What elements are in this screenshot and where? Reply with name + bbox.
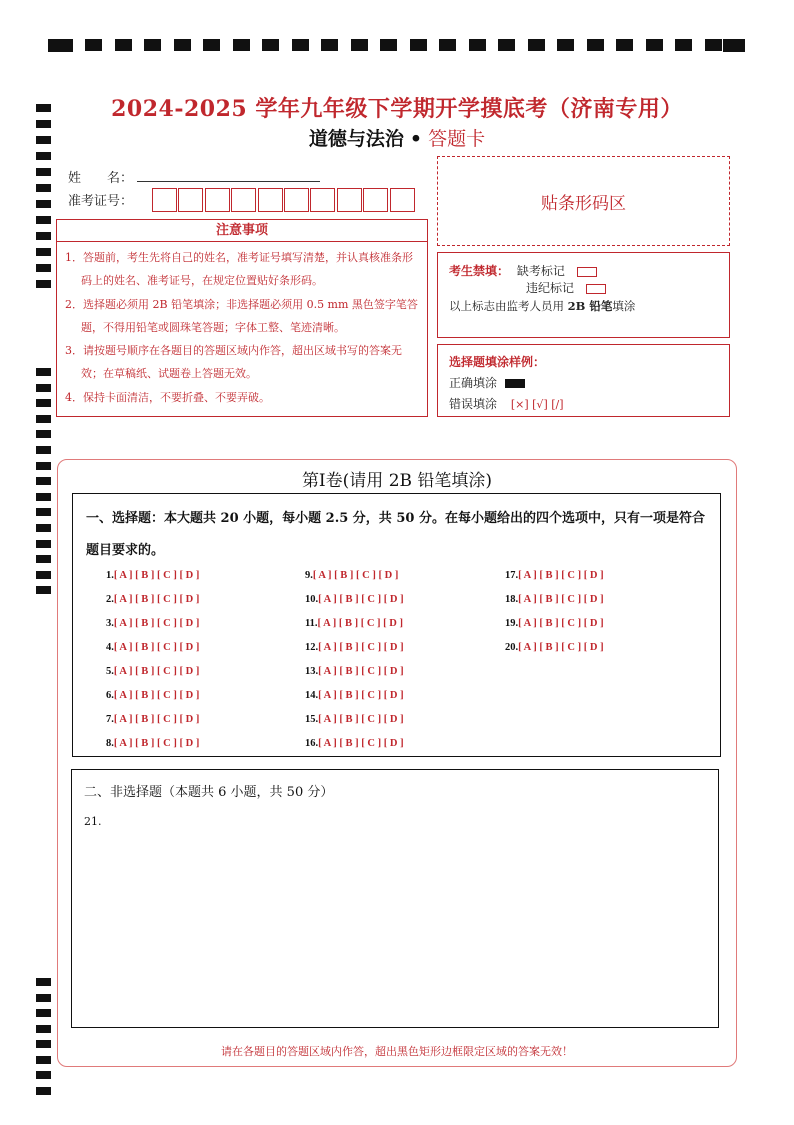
violation-label: 违纪标记 bbox=[526, 281, 575, 295]
timing-mark bbox=[351, 39, 368, 51]
timing-mark bbox=[85, 39, 102, 51]
fill-sample-title: 选择题填涂样例： bbox=[449, 355, 546, 369]
page-title: 2024-2025 学年九年级下学期开学摸底考（济南专用） bbox=[111, 96, 683, 122]
timing-mark bbox=[616, 39, 633, 51]
question-row[interactable]: 1.[ A ] [ B ] [ C ] [ D ] bbox=[106, 570, 200, 581]
question-row[interactable]: 13.[ A ] [ B ] [ C ] [ D ] bbox=[305, 666, 404, 677]
timing-mark bbox=[36, 524, 51, 532]
timing-mark bbox=[675, 39, 692, 51]
forbid-note-bold: 2B 铅笔 bbox=[567, 299, 613, 313]
forbid-box bbox=[437, 252, 730, 338]
title-dot: • bbox=[409, 128, 423, 150]
question-row[interactable]: 9.[ A ] [ B ] [ C ] [ D ] bbox=[305, 570, 399, 581]
timing-mark bbox=[36, 200, 51, 208]
timing-mark bbox=[469, 39, 486, 51]
timing-mark bbox=[646, 39, 663, 51]
id-digit-box[interactable] bbox=[178, 188, 203, 212]
timing-mark bbox=[36, 232, 51, 240]
id-digit-box[interactable] bbox=[231, 188, 256, 212]
id-digit-box[interactable] bbox=[310, 188, 335, 212]
timing-mark bbox=[36, 994, 51, 1002]
timing-mark bbox=[36, 555, 51, 563]
part1-title: 第Ⅰ卷(请用 2B 铅笔填涂) bbox=[301, 471, 493, 491]
timing-mark bbox=[36, 1071, 51, 1079]
violation-mark-box[interactable] bbox=[586, 284, 606, 294]
part2-title: 二、非选择题（本题共 6 小题，共 50 分） bbox=[84, 785, 334, 800]
mc-description: 一、选择题：本大题共 20 小题，每小题 2.5 分，共 50 分。在每小题给出的四个选项中，只有一项是符合题目要求的。 bbox=[86, 511, 705, 558]
timing-mark bbox=[723, 39, 745, 52]
question-row[interactable]: 14.[ A ] [ B ] [ C ] [ D ] bbox=[305, 690, 404, 701]
absent-label: 缺考标记 bbox=[516, 264, 565, 278]
timing-mark bbox=[36, 280, 51, 288]
id-digit-box[interactable] bbox=[284, 188, 309, 212]
barcode-area bbox=[437, 156, 730, 246]
timing-mark bbox=[36, 184, 51, 192]
timing-mark bbox=[321, 39, 338, 51]
timing-mark bbox=[705, 39, 722, 51]
timing-mark bbox=[36, 399, 51, 407]
id-digit-box[interactable] bbox=[390, 188, 415, 212]
timing-mark bbox=[36, 384, 51, 392]
timing-mark bbox=[36, 1040, 51, 1048]
fill-sample-box bbox=[437, 344, 730, 417]
question-row[interactable]: 11.[ A ] [ B ] [ C ] [ D ] bbox=[305, 618, 403, 629]
timing-mark bbox=[36, 477, 51, 485]
timing-mark bbox=[36, 152, 51, 160]
question-row[interactable]: 17.[ A ] [ B ] [ C ] [ D ] bbox=[505, 570, 604, 581]
absent-mark-box[interactable] bbox=[577, 267, 597, 277]
timing-mark bbox=[36, 168, 51, 176]
name-label: 姓 名： bbox=[68, 171, 134, 186]
question-row[interactable]: 5.[ A ] [ B ] [ C ] [ D ] bbox=[106, 666, 200, 677]
barcode-label: 贴条形码区 bbox=[541, 193, 626, 214]
question-row[interactable]: 6.[ A ] [ B ] [ C ] [ D ] bbox=[106, 690, 200, 701]
timing-mark bbox=[233, 39, 250, 51]
timing-mark bbox=[36, 493, 51, 501]
question-row[interactable]: 3.[ A ] [ B ] [ C ] [ D ] bbox=[106, 618, 200, 629]
timing-mark bbox=[36, 586, 51, 594]
question-row[interactable]: 4.[ A ] [ B ] [ C ] [ D ] bbox=[106, 642, 200, 653]
id-label: 准考证号： bbox=[68, 194, 134, 209]
timing-mark bbox=[36, 1009, 51, 1017]
question-row[interactable]: 7.[ A ] [ B ] [ C ] [ D ] bbox=[106, 714, 200, 725]
non-choice-answer-box[interactable] bbox=[71, 769, 719, 1028]
footer-warning: 请在各题目的答题区域内作答，超出黑色矩形边框限定区域的答案无效！ bbox=[221, 1045, 573, 1058]
question-row[interactable]: 15.[ A ] [ B ] [ C ] [ D ] bbox=[305, 714, 404, 725]
question-row[interactable]: 8.[ A ] [ B ] [ C ] [ D ] bbox=[106, 738, 200, 749]
subject-label: 道德与法治 bbox=[308, 128, 404, 150]
notice-item: 1．答题前，考生先将自己的姓名，准考证号填写清楚，并认真核准条形码上的姓名、准考证号，在规定位置贴好条形码。 bbox=[65, 251, 413, 288]
timing-mark bbox=[262, 39, 279, 51]
question-row[interactable]: 16.[ A ] [ B ] [ C ] [ D ] bbox=[305, 738, 404, 749]
timing-mark bbox=[36, 540, 51, 548]
page-subtitle bbox=[0, 124, 794, 151]
correct-fill-label: 正确填涂 bbox=[449, 376, 498, 390]
timing-mark bbox=[36, 571, 51, 579]
timing-mark bbox=[36, 978, 51, 986]
forbid-label: 考生禁填： bbox=[449, 264, 510, 278]
timing-mark bbox=[36, 1056, 51, 1064]
notice-item: 3．请按题号顺序在各题目的答题区域内作答，超出区域书写的答案无效；在草稿纸、试题卷上答题无效。 bbox=[65, 344, 402, 381]
forbid-note-pre: 以上标志由监考人员用 bbox=[449, 299, 568, 313]
question-row[interactable]: 20.[ A ] [ B ] [ C ] [ D ] bbox=[505, 642, 604, 653]
timing-mark bbox=[48, 39, 73, 52]
timing-mark bbox=[36, 415, 51, 423]
timing-mark bbox=[203, 39, 220, 51]
timing-mark bbox=[410, 39, 427, 51]
wrong-fill-label: 错误填涂 bbox=[449, 397, 498, 411]
forbid-note-post: 填涂 bbox=[612, 299, 636, 313]
correct-fill-example bbox=[505, 379, 525, 388]
timing-mark bbox=[115, 39, 132, 51]
timing-mark bbox=[587, 39, 604, 51]
timing-mark bbox=[528, 39, 545, 51]
timing-mark bbox=[36, 368, 51, 376]
notice-box bbox=[56, 219, 428, 417]
timing-mark bbox=[557, 39, 574, 51]
notice-title: 注意事项 bbox=[57, 220, 427, 242]
wrong-fill-examples: [×] [√] [/] bbox=[510, 398, 564, 411]
notice-item: 2．选择题必须用 2B 铅笔填涂；非选择题必须用 0.5 mm 黑色签字笔答题，不得用铅笔或圆珠笔答题；字体工整、笔迹清晰。 bbox=[65, 297, 418, 334]
question-row[interactable]: 18.[ A ] [ B ] [ C ] [ D ] bbox=[505, 594, 604, 605]
timing-mark bbox=[439, 39, 456, 51]
card-label: 答题卡 bbox=[428, 128, 486, 150]
id-digit-box[interactable] bbox=[337, 188, 362, 212]
question-21-label: 21. bbox=[84, 815, 102, 828]
id-digit-box[interactable] bbox=[363, 188, 388, 212]
timing-mark bbox=[144, 39, 161, 51]
question-row[interactable]: 19.[ A ] [ B ] [ C ] [ D ] bbox=[505, 618, 604, 629]
timing-mark bbox=[292, 39, 309, 51]
timing-mark bbox=[36, 216, 51, 224]
timing-mark bbox=[36, 1087, 51, 1095]
timing-mark bbox=[380, 39, 397, 51]
question-row[interactable]: 10.[ A ] [ B ] [ C ] [ D ] bbox=[305, 594, 404, 605]
timing-mark bbox=[174, 39, 191, 51]
timing-mark bbox=[36, 508, 51, 516]
timing-mark bbox=[498, 39, 515, 51]
timing-mark bbox=[36, 1025, 51, 1033]
name-field[interactable] bbox=[137, 181, 320, 182]
notice-item: 4．保持卡面清洁，不要折叠、不要弄破。 bbox=[65, 390, 270, 404]
id-digit-box[interactable] bbox=[152, 188, 177, 212]
question-row[interactable]: 2.[ A ] [ B ] [ C ] [ D ] bbox=[106, 594, 200, 605]
timing-mark bbox=[36, 430, 51, 438]
timing-mark bbox=[36, 264, 51, 272]
id-digit-box[interactable] bbox=[205, 188, 230, 212]
id-digit-box[interactable] bbox=[258, 188, 283, 212]
timing-mark bbox=[36, 462, 51, 470]
question-row[interactable]: 12.[ A ] [ B ] [ C ] [ D ] bbox=[305, 642, 404, 653]
timing-mark bbox=[36, 446, 51, 454]
timing-mark bbox=[36, 248, 51, 256]
